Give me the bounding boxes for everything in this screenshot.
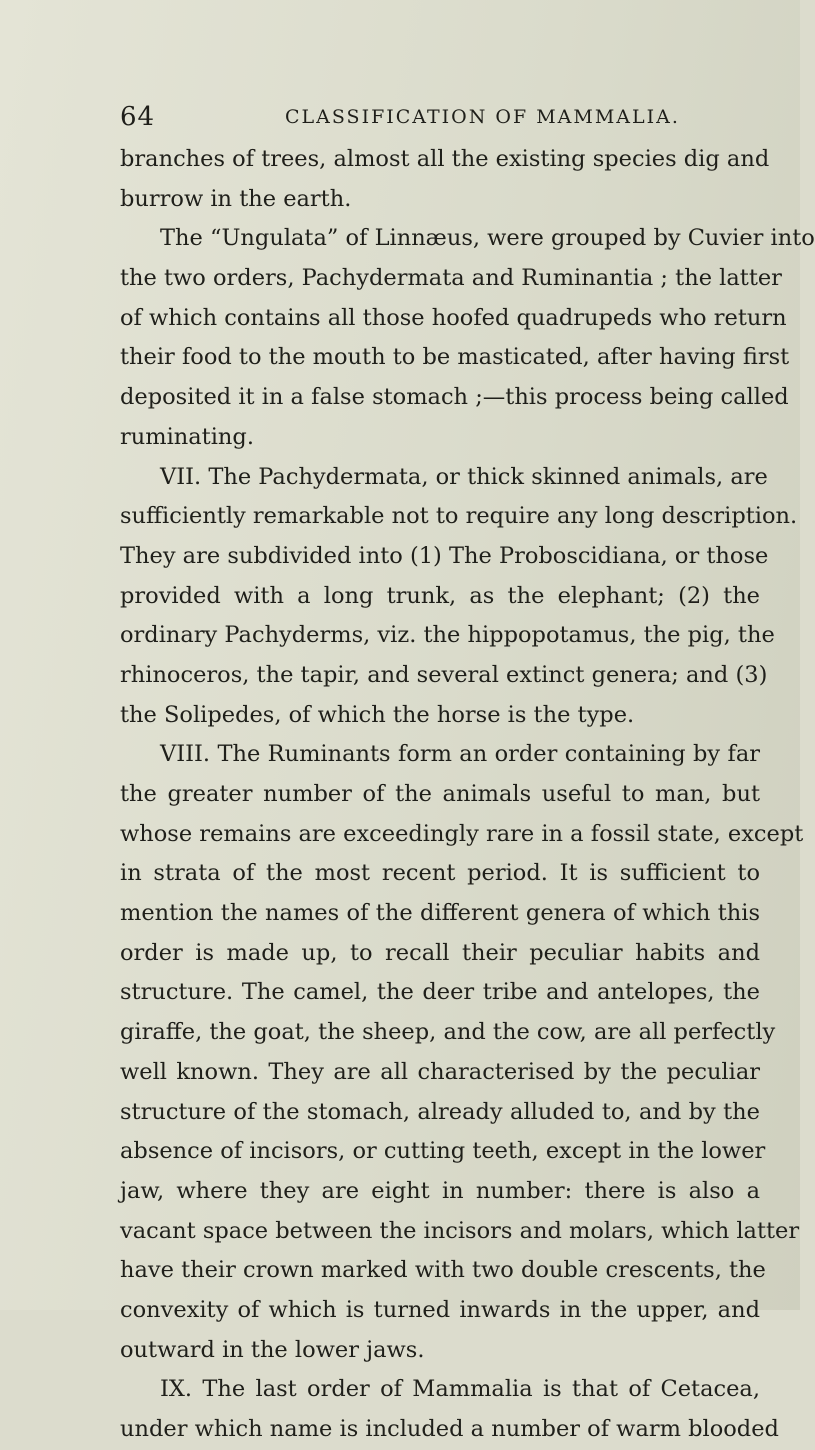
text-line: ordinary Pachyderms, viz. the hippopotamus, the pig, the [120, 622, 775, 649]
text-line: their food to the mouth to be masticated, after having first [120, 344, 790, 371]
text-line: VII. The Pachydermata, or thick skinned animals, are [160, 463, 768, 490]
text-line: ruminating. [120, 423, 254, 450]
text-line: burrow in the earth. [120, 185, 352, 212]
text-line: order is made up, to recall their peculiar habits and [120, 939, 760, 966]
text-line: in strata of the most recent period. It is sufficient to [120, 860, 760, 887]
text-line: absence of incisors, or cutting teeth, except in the lower [120, 1138, 766, 1165]
text-line: branches of trees, almost all the existing species dig and [120, 146, 770, 172]
text-line: provided with a long trunk, as the elephant; (2) the [120, 582, 760, 609]
text-line: IX. The last order of Mammalia is that of Cetacea, [160, 1376, 760, 1403]
text-line: VIII. The Ruminants form an order containing by far [160, 741, 760, 768]
text-line: deposited it in a false stomach ;—this process being called [120, 384, 789, 411]
text-line: the two orders, Pachydermata and Ruminantia ; the latter [120, 265, 782, 292]
text-line: structure of the stomach, already alluded to, and by the [120, 1098, 760, 1125]
text-line: the greater number of the animals useful to man, but [120, 781, 760, 807]
text-line: structure. The camel, the deer tribe and antelopes, the [120, 979, 760, 1006]
text-line: jaw, where they are eight in number: there is also a [120, 1177, 760, 1204]
text-line: outward in the lower jaws. [120, 1336, 425, 1363]
text-line: have their crown marked with two double crescents, the [120, 1257, 766, 1284]
page-number: 64 [120, 102, 156, 132]
text-line: of which contains all those hoofed quadrupeds who return [120, 304, 787, 331]
text-line: whose remains are exceedingly rare in a fossil state, except [120, 820, 804, 847]
text-line: convexity of which is turned inwards in the upper, and [120, 1296, 760, 1323]
text-line: under which name is included a number of warm blooded [120, 1416, 779, 1442]
text-line: vacant space between the incisors and molars, which latter [120, 1217, 800, 1244]
text-line: well known. They are all characterised by the peculiar [120, 1058, 760, 1085]
text-line: mention the names of the different genera of which this [120, 900, 760, 927]
running-head: CLASSIFICATION OF MAMMALIA. [285, 106, 680, 128]
text-line: giraffe, the goat, the sheep, and the cow, are all perfectly [120, 1019, 776, 1046]
text-line: the Solipedes, of which the horse is the type. [120, 701, 635, 728]
text-line: sufficiently remarkable not to require any long description. [120, 503, 798, 530]
body-text [120, 140, 815, 1450]
page-header [120, 102, 760, 136]
text-line: rhinoceros, the tapir, and several extinct genera; and (3) [120, 661, 768, 688]
text-line: They are subdivided into (1) The Proboscidiana, or those [120, 542, 769, 569]
text-line: The “Ungulata” of Linnæus, were grouped by Cuvier into [160, 225, 815, 252]
